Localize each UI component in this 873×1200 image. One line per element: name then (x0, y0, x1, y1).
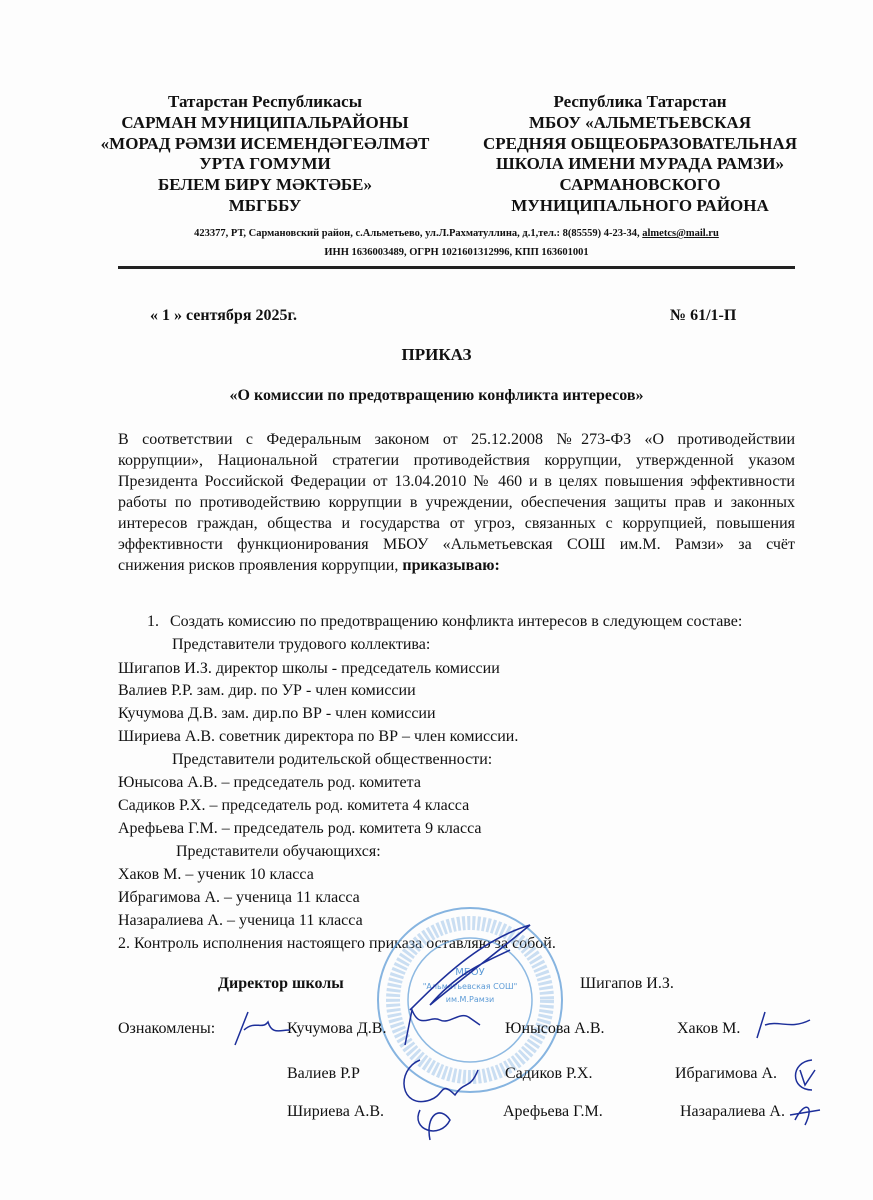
member: Ибрагимова А. – ученица 11 класса (118, 889, 360, 906)
acquainted-name: Назаралиева А. (680, 1103, 785, 1120)
header-line: УРТА ГОМУМИ (199, 154, 331, 174)
header-line: МБОУ «АЛЬМЕТЬЕВСКАЯ (529, 112, 751, 132)
item-1: Создать комиссию по предотвращению конфликта интересов в следующем составе: (170, 613, 743, 630)
acquainted-name: Кучумова Д.В. (287, 1020, 387, 1037)
header-line: СРЕДНЯЯ ОБЩЕОБРАЗОВАТЕЛЬНАЯ (482, 133, 798, 153)
header-line: САРМАН МУНИЦИПАЛЬРАЙОНЫ (121, 112, 409, 132)
signature (418, 1110, 450, 1140)
paragraph-line: В соответствии с Федеральным законом от 25.12.2008 №273-ФЗ «О противодействии (118, 431, 795, 448)
header-line: Республика Татарстан (553, 92, 727, 111)
header-line: Татарстан Республикасы (168, 92, 362, 111)
group-title: Представители трудового коллектива: (172, 636, 431, 653)
header-line: МУНИЦИПАЛЬНОГО РАЙОНА (511, 195, 769, 215)
item-2: 2. Контроль исполнения настоящего приказа оставляю за собой. (118, 935, 556, 952)
member: Шигапов И.З. директор школы - председатель комиссии (118, 660, 500, 677)
signature (790, 1107, 820, 1125)
header-line: САРМАНОВСКОГО (559, 175, 721, 195)
header-line: «МОРАД РӘМЗИ ИСЕМЕНДӘГЕӘЛМӘТ (100, 133, 430, 153)
signature (796, 1060, 816, 1090)
email-link[interactable]: almetcs@mail.ru (642, 228, 719, 239)
header-line: МБГББУ (228, 195, 302, 215)
item-number: 1. (147, 613, 159, 630)
acquainted-name: Валиев Р.Р (287, 1065, 360, 1082)
order-date: « 1 » сентября 2025г. (150, 307, 297, 324)
member: Кучумова Д.В. зам. дир.по ВР - член комиссии (118, 705, 436, 722)
paragraph-text: снижения рисков проявления коррупции, (118, 557, 403, 574)
order-verb: приказываю: (402, 557, 500, 574)
header-line: БЕЛЕМ БИРҮ МӘКТӘБЕ» (158, 175, 372, 195)
acquainted-name: Юнысова А.В. (505, 1020, 605, 1037)
member: Хаков М. – ученик 10 класса (118, 866, 314, 883)
order-number: № 61/1-П (670, 307, 737, 324)
member: Арефьева Г.М. – председатель род. комитета 9 класса (118, 820, 482, 837)
group-title: Представители родительской общественности: (172, 751, 493, 768)
paragraph-line: Президента Российской Федерации от 13.04.2010 № 460 и в целях повышения эффективности (118, 473, 795, 490)
document-title: ПРИКАЗ (401, 345, 472, 364)
svg-text:им.М.Рамзи: им.М.Рамзи (445, 995, 495, 1004)
paragraph-line: работы по противодействию коррупции в учреждении, обеспечения защиты прав и законных (118, 494, 795, 511)
paragraph-line: эффективности функционирования МБОУ «Альметьевская СОШ им.М. Рамзи» за счёт (118, 536, 795, 553)
paragraph-line: интересов граждан, общества и государства от угроз, связанных с коррупцией, повышения (118, 515, 795, 532)
group-title: Представители обучающихся: (176, 843, 381, 860)
signatory-name: Шигапов И.З. (580, 975, 674, 992)
acquainted-name: Ибрагимова А. (675, 1065, 778, 1082)
member: Назаралиева А. – ученица 11 класса (118, 912, 363, 929)
signatory-role: Директор школы (218, 975, 344, 992)
member: Садиков Р.Х. – председатель род. комитета 4 класса (118, 797, 470, 814)
signature (235, 1012, 290, 1045)
signature (405, 1010, 480, 1045)
signature (404, 1060, 478, 1102)
document-subtitle: «О комиссии по предотвращению конфликта интересов» (229, 387, 644, 404)
member: Шириева А.В. советник директора по ВР – член комиссии. (118, 728, 519, 745)
registration-ids: ИНН 1636003489, ОГРН 1021601312996, КПП 163601001 (324, 247, 589, 258)
member: Валиев Р.Р. зам. дир. по УР - член комиссии (118, 682, 416, 699)
header-line: ШКОЛА ИМЕНИ МУРАДА РАМЗИ» (496, 154, 784, 174)
acquainted-label: Ознакомлены: (118, 1020, 216, 1037)
paragraph-line: коррупции», Национальной стратегии противодействия коррупции, утвержденной указом (118, 452, 795, 469)
member: Юнысова А.В. – председатель род. комитета (118, 774, 421, 791)
acquainted-name: Шириева А.В. (287, 1103, 385, 1120)
acquainted-name: Садиков Р.Х. (505, 1065, 593, 1082)
acquainted-name: Хаков М. (677, 1020, 741, 1037)
svg-text:"Альметьевская СОШ": "Альметьевская СОШ" (422, 982, 518, 991)
address: 423377, РТ, Сармановский район, с.Альметьево, ул.Л.Рахматуллина, д.1,тел.: 8(85559) 4-23-34, (194, 228, 643, 239)
acquainted-name: Арефьева Г.М. (503, 1103, 603, 1120)
signature (757, 1012, 810, 1038)
svg-text:МБОУ: МБОУ (455, 967, 485, 978)
